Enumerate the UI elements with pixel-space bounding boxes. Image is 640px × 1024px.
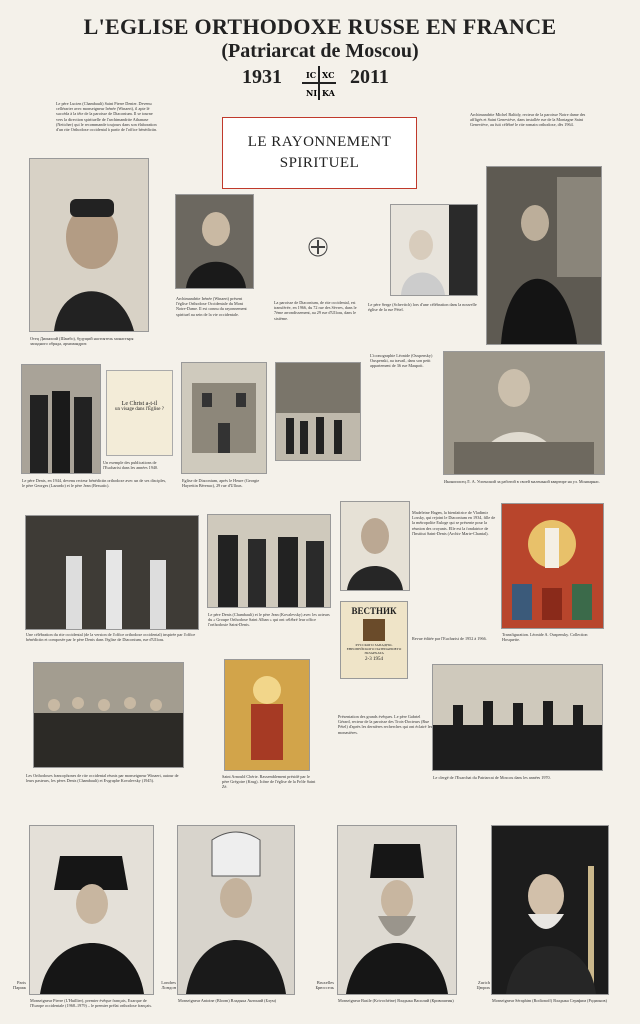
caption-ouspensky-ru: Иконописец Л. А. Успенский за работой в своей маленькой квартире на ул. Монпарнас.	[444, 479, 601, 484]
ic-xc-nika-emblem-icon	[300, 64, 338, 102]
caption-bishop-seraphim: Monseigneur Séraphim (Rodionoff) Владыка Серафим (Родионов)	[492, 998, 607, 1003]
caption-denis-jean: Le père Denis (Chambault) et le père Jean (Kovalevsky) avec les acteurs du « Groupe Orthodoxe Saint Alban » qui ont célébré leur office l'orthodoxie Saint-Denis.	[208, 612, 330, 628]
caption-celebration: Une célébration du rite occidental (de la version de l'office orthodoxe occidental) inspirée par l'office bénédictin et composée par le père Denis dans l'église de Diaconium, rue d'Ulloas.	[26, 632, 196, 643]
booklet-vestnik-title: ВЕСТНИК	[351, 606, 397, 616]
caption-transfiguration: Transfiguration. Léonide A. Ouspensky. Collection Hosquette.	[502, 632, 588, 643]
holy-face-icon	[363, 619, 385, 641]
caption-bishops-presentation: Présentation des grands évêques. Le père Gabriel Gérard, recteur de la paroisse des Trois-Docteurs (Rue Pétel) d'après les dernières recherches qui ont éclairé les monastères.	[338, 714, 433, 735]
section-title-line1: LE RAYONNEMENT	[247, 134, 392, 150]
photo-francophone-orthodox-group	[34, 663, 183, 767]
booklet-christ-line2: un visage dans l'Église ?	[115, 407, 164, 412]
photo-father-denis	[30, 159, 148, 331]
caption-intro: Le père Lucien (Chambault) Saint Pierre Denier. Devenu cellérarier avec monseigneur Irénée (Winaert), il apte lé succèda à la tête de la paroisse de Diaconium. Il se tourne vers la direction spirituelle de l'archimandrite Athanase (Nettcher) qui le recommande toujours dans son élaboration d'un rite Orthodoxe occidental à partir de l'office bénédictin.	[56, 101, 158, 133]
svg-text:NI: NI	[306, 88, 318, 98]
caption-irenee: Archimandrite Irénée (Winaert) présent l'église Orthodoxe Occidentale du Mont Notre-Dame. Il est connu du rayonnement spirituel au sein de la vie occidentale.	[176, 296, 247, 317]
photo-street-gathering	[276, 363, 360, 460]
photo-archimandrite-michel	[487, 167, 601, 344]
svg-text:KA: KA	[322, 88, 335, 98]
photo-father-serge	[391, 205, 477, 295]
city-bruxelles: Bruxelles Брюссель	[315, 980, 334, 991]
svg-text:IC: IC	[306, 70, 317, 80]
booklet-vestnik-sub: РУССКОГО ЗАПАДНО-ЕВРОПЕЙСКОГО ПАТРИАРШЕГО ЭКЗАРХАТА	[346, 643, 402, 655]
year-start: 1931	[242, 66, 282, 88]
caption-bishop-antoine: Monseigneur Antoine (Bloom) Владыка Антоний (Блум)	[178, 998, 277, 1003]
booklet-christ	[107, 371, 172, 455]
photo-church-exterior	[182, 363, 266, 473]
city-paris: Paris Париж	[12, 980, 26, 991]
svg-text:XC: XC	[322, 70, 335, 80]
city-londres: Londres Лондон	[161, 980, 176, 991]
caption-serge: Le père Serge (Schevitch) lors d'une célébration dans la nouvelle église de la rue Pétel.	[368, 302, 477, 313]
caption-ouspensky-fr: L'iconographie Léonide (Ouspensky) Ouspenski, au travail, dans son petit appartement de 36 rue Maupoit.	[370, 353, 433, 369]
caption-baltidy: Archimandrite Michel Baltidy, recteur de la paroisse Notre dame des affligés et Saint Geneviève, dans installée rue de la Montagne Saint Geneviève, au fuit célébré le rite romain orthodoxe, dès 1964.	[470, 112, 586, 128]
section-title-line2: SPIRITUEL	[279, 155, 360, 171]
booklet-vestnik-footer: 2-3 1954	[365, 657, 383, 662]
cross-ornament-icon	[308, 237, 328, 257]
caption-publications: Un exemple des publications de l'Eucharist dans les années 1940.	[103, 460, 159, 471]
page-subtitle: (Patriarcat de Moscou)	[221, 40, 419, 62]
booklet-vestnik	[341, 602, 407, 678]
section-title-panel	[222, 117, 417, 189]
photo-iconographer-working	[444, 352, 604, 474]
photo-madeleine-hagen	[341, 502, 409, 590]
caption-hagen: Madeleine Hagen, la bienfaitrice de Vladimir Lossky, qui rejoint le Diaconium en 1934, fille de la métropolite Euloge qui se présente pour la réunion des croyants. Elle est la fondatrice de l'Institut Saint-Denis (Archiv Marie-Chantal).	[412, 510, 496, 536]
icon-transfiguration	[502, 504, 603, 628]
photo-bishop-basile	[338, 826, 456, 994]
photo-denis-and-jean	[208, 515, 330, 607]
photo-archimandrite-irenee	[176, 195, 253, 288]
page-title: L'EGLISE ORTHODOXE RUSSE EN FRANCE	[83, 14, 557, 39]
photo-bishop-seraphim	[492, 826, 608, 994]
caption-diaconium: La paroisse de Diaconium, de rite occidental, est transférée, en 1966, du 72 rue des Sèvres, dans le 7ème arrondissement, au 29 rue d'Ulloas, dans le sixième.	[274, 300, 357, 321]
caption-francophone: Les Orthodoxes francophones de rite occidental réunis par monseigneur Winaert, autour de leurs pasteurs, les pères Denis (Chambault) et Evgraphe Kovalevsky (1945).	[26, 773, 179, 784]
caption-bishop-pierre: Monseigneur Pierre (L'Huillier), premier évêque français, Exarque de l'Europe occidentale (1968–1979) – le premier prélat orthodoxe français.	[30, 998, 153, 1009]
icon-saint-arnould	[225, 660, 309, 770]
photo-exarchate-clergy	[433, 665, 602, 770]
caption-church: Eglise de Diaconium, après le Heure (Georgie Hayrettin Bérenac), 29 rue d'Ulloas.	[182, 478, 260, 489]
caption-bishop-basile: Monseigneur Basile (Krivochéine) Владыка Василий (Кривошеин)	[338, 998, 454, 1003]
photo-bishop-antoine	[178, 826, 294, 994]
caption-denis: Отец Дионисий (Шамбо), будущий настоятель монастыря западного обряда, архимандрит.	[30, 336, 134, 347]
city-zurich: Zurich Цюрих	[476, 980, 490, 991]
caption-saint-arnould: Saint Arnould Chérie. Rassemblement présidé par le père Grégoire (Krug). Icône de l'église de la Frôle Saint Zé.	[222, 774, 316, 790]
photo-clergy-group-1944	[22, 365, 100, 473]
photo-bishop-pierre	[30, 826, 153, 994]
year-end: 2011	[350, 66, 389, 88]
caption-denis-1944: Le père Denis, en 1944, devenu recteur bénédictin orthodoxe avec un de ses disciples, le père Georges (Lazardo) et le père Jean (Bessatic).	[22, 478, 167, 489]
caption-exarchate: Le clergé de l'Exarchat du Patriarcat de Moscou dans les années 1970.	[433, 775, 551, 780]
booklet-christ-line1: Le Christ a-t-il	[121, 401, 158, 407]
caption-vestnik: Revue éditée par l'Eucharist de 1952 à 1966.	[412, 636, 487, 641]
photo-western-rite-celebration	[26, 516, 198, 629]
